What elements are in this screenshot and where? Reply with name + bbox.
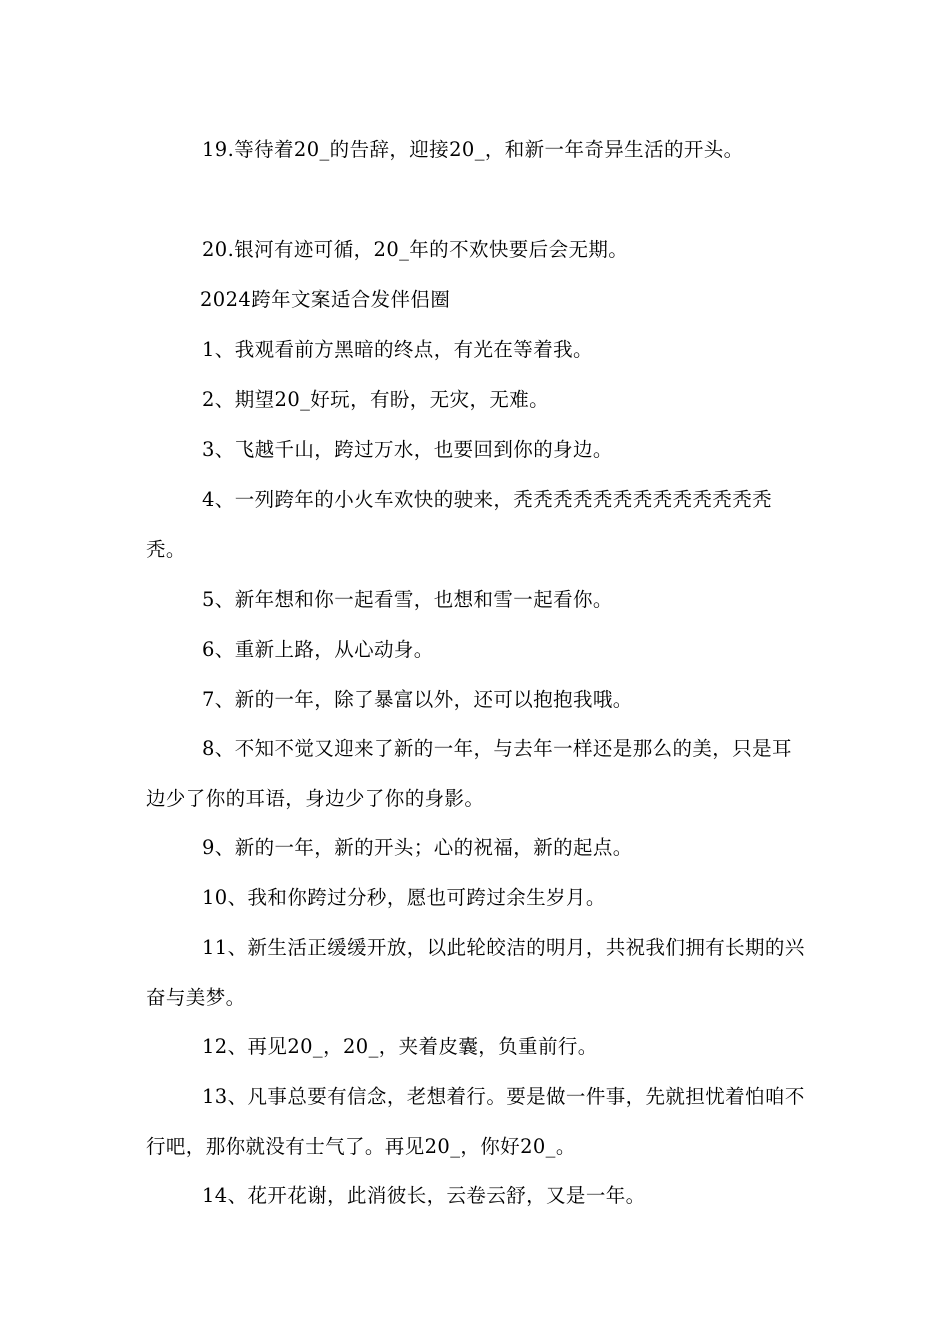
list-item-1: 1、我观看前方黑暗的终点，有光在等着我。 <box>202 338 593 361</box>
list-item-9: 9、新的一年，新的开头；心的祝福，新的起点。 <box>202 836 633 859</box>
list-item-2: 2、期望20_好玩，有盼，无灾，无难。 <box>202 388 550 411</box>
list-item-3: 3、飞越千山，跨过万水，也要回到你的身边。 <box>202 438 613 461</box>
list-item-5: 5、新年想和你一起看雪，也想和雪一起看你。 <box>202 588 613 611</box>
list-item-13: 13、凡事总要有信念，老想着行。要是做一件事，先就担忧着怕咱不行吧，那你就没有士气了。再见20_，你好20_。 <box>146 1085 805 1158</box>
list-item-11: 11、新生活正缓缓开放，以此轮皎洁的明月，共祝我们拥有长期的兴奋与美梦。 <box>146 936 805 1009</box>
list-item-7: 7、新的一年，除了暴富以外，还可以抱抱我哦。 <box>202 688 633 711</box>
section-heading: 2024跨年文案适合发伴侣圈 <box>200 288 451 311</box>
list-item-14: 14、花开花谢，此消彼长，云卷云舒，又是一年。 <box>202 1184 646 1207</box>
list-item-8: 8、不知不觉又迎来了新的一年，与去年一样还是那么的美，只是耳边少了你的耳语，身边少了你的身影。 <box>146 737 792 810</box>
list-item-4: 4、一列跨年的小火车欢快的驶来，秃秃秃秃秃秃秃秃秃秃秃秃秃秃。 <box>146 488 773 561</box>
list-item-12: 12、再见20_，20_，夹着皮囊，负重前行。 <box>202 1035 598 1058</box>
list-item-10: 10、我和你跨过分秒，愿也可跨过余生岁月。 <box>202 886 606 909</box>
list-item-6: 6、重新上路，从心动身。 <box>202 638 434 661</box>
paragraph-20: 20.银河有迹可循，20_年的不欢快要后会无期。 <box>202 238 629 261</box>
paragraph-19: 19.等待着20_的告辞，迎接20_，和新一年奇异生活的开头。 <box>202 138 744 161</box>
